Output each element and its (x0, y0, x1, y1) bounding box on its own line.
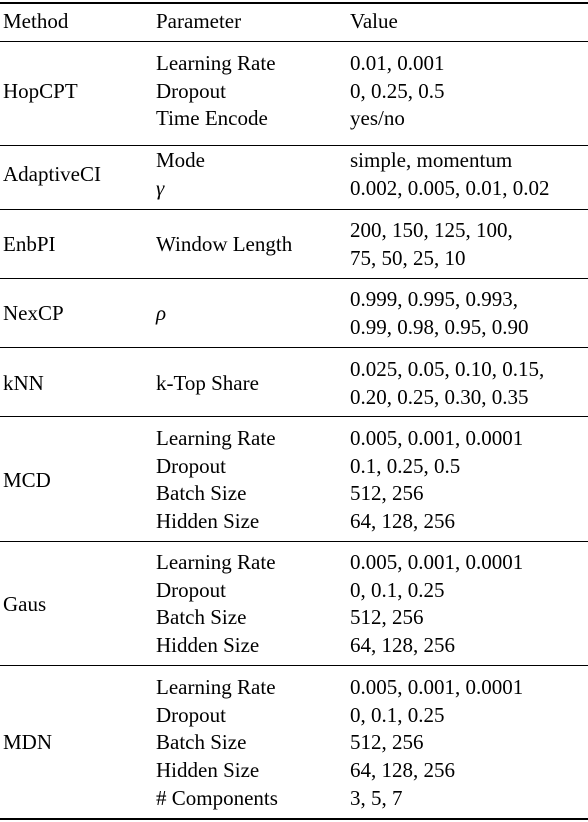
parameter-value: 0.005, 0.001, 0.0001 (350, 550, 524, 574)
parameter-name: Learning Rate (156, 550, 276, 574)
parameter-value: 0.20, 0.25, 0.30, 0.35 (350, 384, 529, 409)
parameter-name: Hidden Size (156, 633, 260, 658)
parameter-name: Time Encode (156, 106, 268, 131)
group-separator (0, 541, 588, 542)
group-separator (0, 209, 588, 210)
parameter-name: Learning Rate (156, 426, 276, 450)
parameter-value: 200, 150, 125, 100, (350, 218, 513, 242)
parameter-value: 512, 256 (350, 730, 424, 755)
parameter-name: Window Length (156, 231, 293, 256)
parameter-name: Mode (156, 148, 205, 172)
method-label: MDN (3, 730, 53, 755)
header-rule (0, 41, 588, 42)
parameter-name: Learning Rate (156, 675, 276, 699)
parameter-name: Dropout (156, 78, 226, 103)
parameter-value: 0.005, 0.001, 0.0001 (350, 675, 524, 699)
parameter-value: 64, 128, 256 (350, 758, 455, 783)
parameter-name: Learning Rate (156, 51, 276, 75)
group-separator (0, 145, 588, 146)
parameter-name: Hidden Size (156, 509, 260, 534)
group-separator (0, 278, 588, 279)
parameter-value: 512, 256 (350, 481, 424, 506)
group-separator (0, 347, 588, 348)
method-label: NexCP (3, 300, 64, 325)
parameter-value: 0, 0.1, 0.25 (350, 702, 445, 727)
group-separator (0, 665, 588, 666)
parameter-value: 3, 5, 7 (350, 785, 403, 810)
header-method: Method (3, 9, 69, 33)
header-parameter: Parameter (156, 9, 242, 33)
parameter-value: 0.1, 0.25, 0.5 (350, 453, 461, 478)
parameter-name: # Components (156, 785, 278, 810)
parameter-value: 75, 50, 25, 10 (350, 245, 466, 270)
parameter-value: 0, 0.1, 0.25 (350, 577, 445, 602)
method-label: EnbPI (3, 231, 56, 256)
parameter-name: Hidden Size (156, 758, 260, 783)
parameter-name: Batch Size (156, 481, 247, 506)
parameter-name: Dropout (156, 577, 226, 602)
bottom-rule (0, 818, 588, 820)
parameter-name: Batch Size (156, 730, 247, 755)
parameter-value: 0.025, 0.05, 0.10, 0.15, (350, 357, 545, 381)
method-label: Gaus (3, 591, 47, 616)
parameter-value: 0, 0.25, 0.5 (350, 78, 445, 103)
parameter-value: 64, 128, 256 (350, 509, 455, 534)
group-separator (0, 416, 588, 417)
parameter-value: 0.005, 0.001, 0.0001 (350, 426, 524, 450)
parameter-value: 0.01, 0.001 (350, 51, 445, 75)
parameter-name: Dropout (156, 702, 226, 727)
parameter-name: Batch Size (156, 605, 247, 630)
method-label: kNN (3, 370, 44, 395)
parameter-value: 0.002, 0.005, 0.01, 0.02 (350, 175, 550, 200)
parameter-name: ρ (156, 300, 167, 325)
top-rule (0, 2, 588, 4)
method-label: MCD (3, 467, 51, 492)
parameter-value: yes/no (350, 106, 405, 131)
parameter-value: simple, momentum (350, 148, 513, 172)
method-label: AdaptiveCI (3, 161, 101, 186)
parameter-value: 512, 256 (350, 605, 424, 630)
method-label: HopCPT (3, 78, 78, 103)
parameter-value: 0.99, 0.98, 0.95, 0.90 (350, 314, 529, 339)
parameter-name: γ (156, 175, 165, 200)
header-value: Value (350, 9, 398, 33)
parameter-name: Dropout (156, 453, 226, 478)
parameter-value: 64, 128, 256 (350, 633, 455, 658)
parameter-value: 0.999, 0.995, 0.993, (350, 287, 518, 311)
parameter-name: k-Top Share (156, 370, 259, 395)
